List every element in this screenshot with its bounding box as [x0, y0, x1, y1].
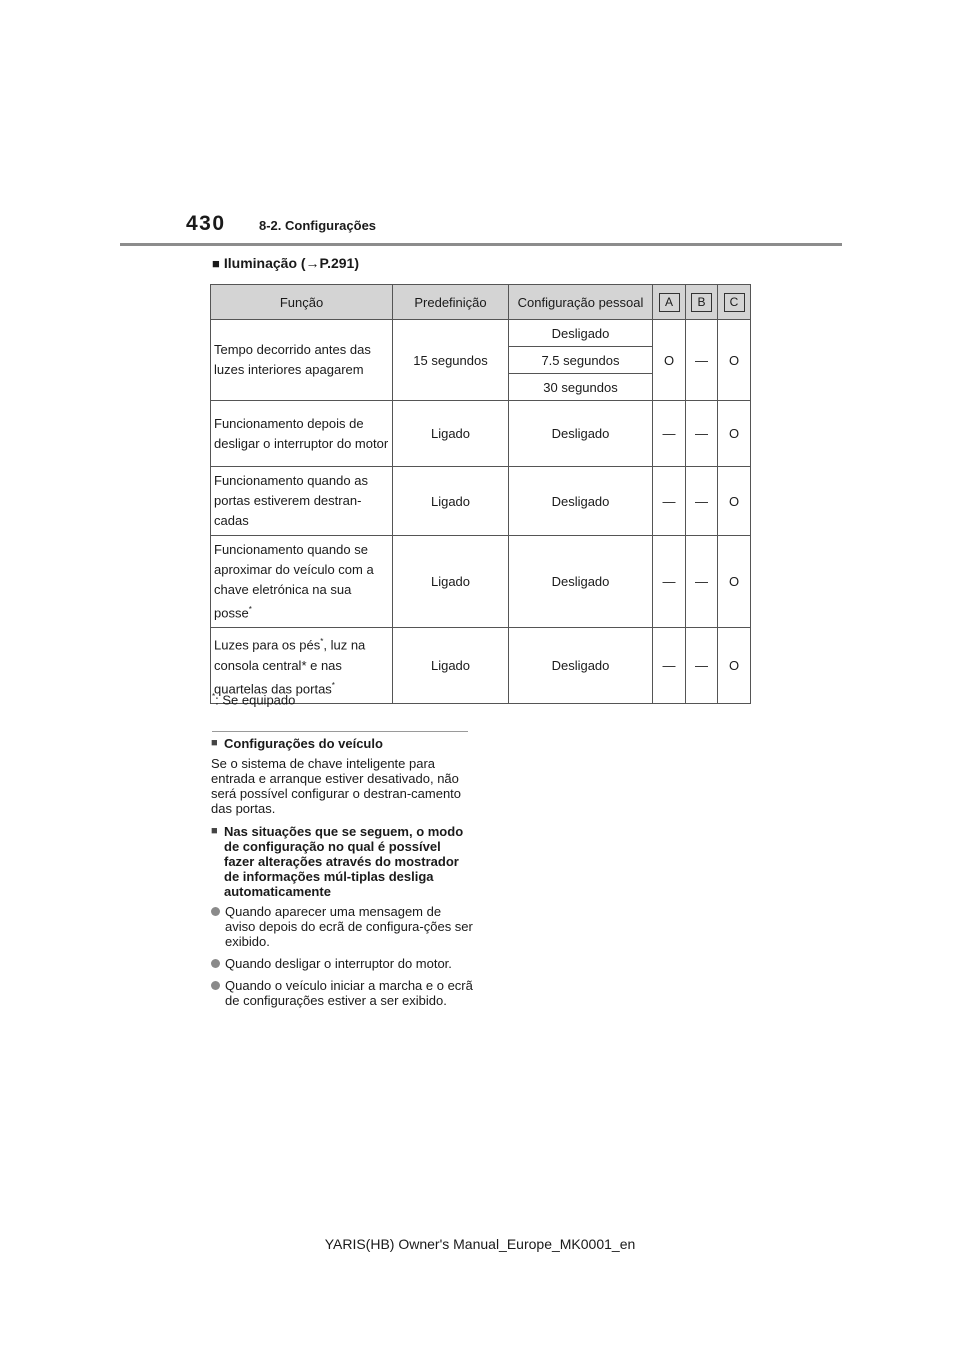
square-bullet-icon: ■: [212, 256, 220, 271]
row-function: Funcionamento depois de desligar o interruptor do motor: [211, 401, 393, 467]
row-option: Desligado: [509, 536, 653, 628]
row-a: —: [653, 536, 686, 628]
row-function-line: quartelas das portas: [214, 680, 332, 696]
row-a: O: [653, 320, 686, 401]
row-function-line: posse: [214, 605, 249, 621]
row-function: [211, 467, 393, 536]
square-bullet-icon: ■: [211, 737, 218, 749]
row-function: Tempo decorrido antes das luzes interiores apagarem: [211, 320, 393, 401]
row-function-line: consola central* e nas: [214, 657, 342, 673]
square-bullet-icon: ■: [211, 825, 218, 837]
row-option: Desligado: [509, 628, 653, 704]
list-item-text: Quando desligar o interruptor do motor.: [225, 956, 452, 971]
notes-column: [211, 736, 473, 1015]
footnote-mark: *: [331, 680, 335, 690]
row-default: Ligado: [393, 536, 509, 628]
page-footer: YARIS(HB) Owner's Manual_Europe_MK0001_en: [324, 1236, 636, 1252]
bullet-dot-icon: [211, 981, 220, 990]
row-function-line: chave eletrónica na sua: [214, 582, 352, 597]
row-a: —: [653, 628, 686, 704]
notes-divider: [212, 731, 468, 732]
row-a: —: [653, 467, 686, 536]
auto-off-heading: [211, 824, 473, 899]
row-function-line: cadas: [214, 513, 249, 528]
list-item: [211, 956, 473, 971]
row-function-line: , luz na: [323, 637, 366, 653]
box-c-icon: C: [724, 293, 745, 312]
vehicle-settings-title: Configurações do veículo: [224, 736, 383, 751]
header-default: Predefinição: [393, 285, 509, 320]
table-row: [211, 401, 751, 467]
list-item-text: Quando aparecer uma mensagem de aviso depois do ecrã de configura-ções ser exibido.: [225, 904, 473, 949]
auto-off-title: Nas situações que se seguem, o modo de configuração no qual é possível fazer alterações através do mostrador de informações múl-tiplas desliga automaticamente: [224, 824, 464, 899]
bullet-dot-icon: [211, 959, 220, 968]
row-function-line: Luzes para os pés: [214, 637, 321, 653]
row-function-line: Funcionamento quando as: [214, 473, 368, 488]
row-b: —: [686, 467, 718, 536]
footnote-mark: *: [248, 605, 252, 614]
settings-table: [210, 284, 751, 704]
row-default: Ligado: [393, 467, 509, 536]
header-divider: [120, 243, 842, 246]
page-number: 430: [186, 212, 226, 235]
page-reference-link[interactable]: P.291): [319, 255, 359, 271]
row-c: O: [718, 401, 751, 467]
footnote-text: : Se equipado: [215, 692, 296, 708]
vehicle-settings-text: Se o sistema de chave inteligente para entrada e arranque estiver desativado, não será possível configurar o destran-camento das portas.: [211, 756, 462, 816]
bullet-dot-icon: [211, 907, 220, 916]
row-default: Ligado: [393, 628, 509, 704]
arrow-icon: →: [305, 255, 320, 271]
row-option: Desligado: [509, 467, 653, 536]
table-row: [211, 320, 751, 347]
heading-title: Iluminação (: [223, 255, 306, 271]
row-function-line: aproximar do veículo com a: [214, 562, 374, 577]
list-item: [211, 978, 473, 1008]
table-row: [211, 467, 751, 536]
header-a: [653, 285, 686, 320]
row-option: 7.5 segundos: [509, 347, 653, 374]
row-option: Desligado: [509, 320, 653, 347]
row-c: O: [718, 628, 751, 704]
row-default: 15 segundos: [393, 320, 509, 401]
page-heading: [212, 255, 359, 271]
row-function: [211, 536, 393, 628]
row-b: —: [686, 320, 718, 401]
footnote-mark: *: [320, 637, 324, 647]
row-function-line: Funcionamento quando se: [214, 542, 368, 557]
row-c: O: [718, 536, 751, 628]
section-title: 8-2. Configurações: [259, 218, 377, 233]
table-header-row: [211, 285, 751, 320]
row-b: —: [686, 536, 718, 628]
row-c: O: [718, 467, 751, 536]
table-row: [211, 536, 751, 628]
header-c: [718, 285, 751, 320]
header-function: Função: [211, 285, 393, 320]
header-personal-setting: Configuração pessoal: [509, 285, 653, 320]
list-item: [211, 904, 473, 949]
list-item-text: Quando o veículo iniciar a marcha e o ecrã de configurações estiver a ser exibido.: [225, 978, 473, 1008]
box-a-icon: A: [659, 293, 680, 312]
row-function-line: portas estiverem destran-: [214, 493, 362, 508]
row-c: O: [718, 320, 751, 401]
row-option: 30 segundos: [509, 374, 653, 401]
row-b: —: [686, 401, 718, 467]
header-b: [686, 285, 718, 320]
row-b: —: [686, 628, 718, 704]
row-a: —: [653, 401, 686, 467]
box-b-icon: B: [691, 293, 712, 312]
row-option: Desligado: [509, 401, 653, 467]
vehicle-settings-heading: [211, 736, 473, 751]
footnote-mark: *: [212, 692, 216, 701]
row-default: Ligado: [393, 401, 509, 467]
footnote: [212, 692, 295, 707]
